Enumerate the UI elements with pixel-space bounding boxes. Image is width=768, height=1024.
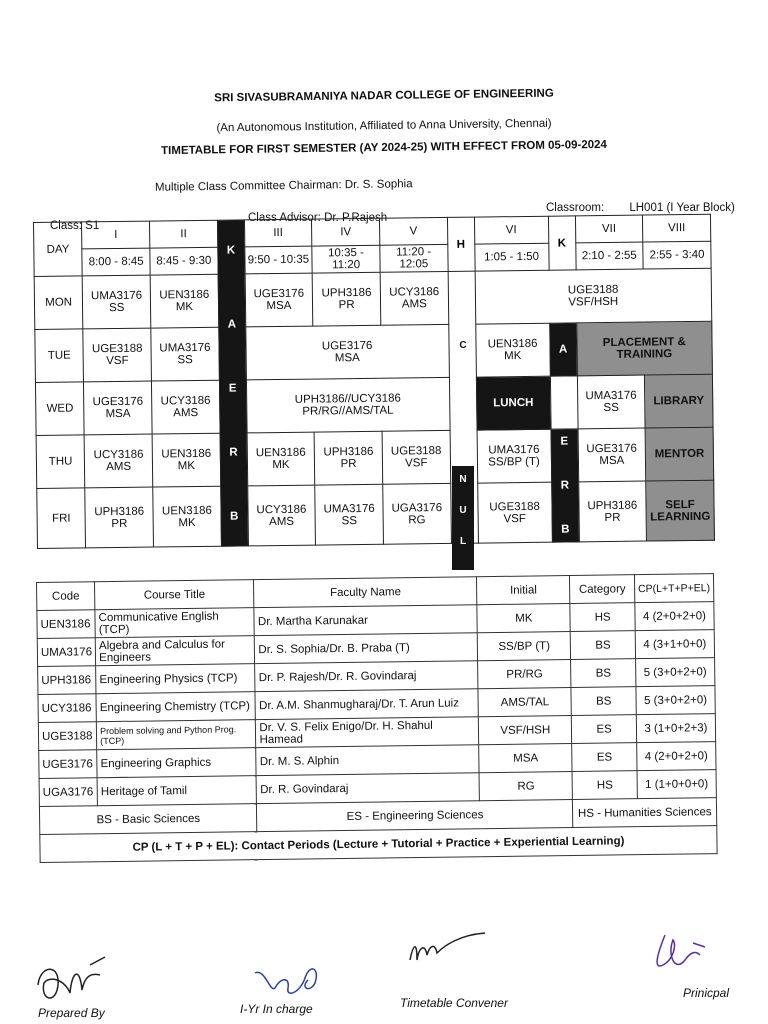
mentor: MENTOR <box>645 427 713 481</box>
committee-chairman: Multiple Class Committee Chairman: Dr. S. Sophia <box>154 178 413 194</box>
lunch-column-h: H <box>447 217 475 271</box>
col-header: Category <box>570 575 635 604</box>
class-advisor-value: Dr. P.Rajesh <box>324 212 388 224</box>
incharge-label: I-Yr In charge <box>240 1002 313 1016</box>
slot-cell: UMA3176 SS/BP (T) <box>477 429 552 483</box>
table-row: UGE3188 Problem solving and Python Prog. (TCP) Dr. V. S. Felix Enigo/Dr. H. Shahul Hamead VSF/HSH ES 3 (1+0+2+3) <box>38 714 715 751</box>
class-label: Class: <box>50 220 82 232</box>
slot-cell: UGE3188 VSF <box>477 482 552 543</box>
prepared-signature <box>30 945 120 1015</box>
slot-cell: UPH3186//UCY3186 PR/RG//AMS/TAL <box>246 377 450 432</box>
break2-cell <box>550 376 578 429</box>
day-mon: MON <box>34 276 83 330</box>
legend-bs: BS - Basic Sciences <box>39 804 257 835</box>
slot-cell: UCY3186 AMS <box>151 380 219 434</box>
col-header: Code <box>37 582 96 611</box>
col-header: Faculty Name <box>254 577 477 608</box>
college-subtitle: (An Autonomous Institution, Affiliated to Anna University, Chennai) <box>216 117 552 135</box>
period-time: 2:55 - 3:40 <box>643 241 711 269</box>
period-header: VII <box>575 215 643 243</box>
slot-cell: UMA3176 SS <box>151 327 219 381</box>
period-time: 1:05 - 1:50 <box>474 243 548 271</box>
break-column: K A E R B <box>217 220 248 546</box>
course-table <box>36 573 718 863</box>
classroom-field <box>546 202 735 214</box>
college-name: SRI SIVASUBRAMANIYA NADAR COLLEGE OF ENGINEERING <box>214 87 554 105</box>
slot-cell: UPH3186 PR <box>312 272 380 326</box>
convener-label: Timetable Convener <box>400 996 508 1010</box>
slot-cell: UGE3176 MSA <box>245 273 313 327</box>
classroom-label: Classroom: <box>546 202 605 214</box>
day-tue: TUE <box>35 329 84 383</box>
legend-hs: HS - Humanities Sciences <box>573 798 717 828</box>
class-value: S1 <box>85 220 100 232</box>
period-time: 8:00 - 8:45 <box>82 248 150 276</box>
slot-cell: UCY3186 AMS <box>247 485 315 546</box>
period-header: VI <box>474 216 548 244</box>
lunch-c-letter: C <box>459 340 467 351</box>
slot-cell: UGA3176 RG <box>383 483 451 544</box>
period-time: 2:10 - 2:55 <box>575 242 643 270</box>
slot-cell: UEN3186 MK <box>152 433 220 487</box>
break2-column-k: K <box>548 216 576 270</box>
day-thu: THU <box>36 435 85 489</box>
legend-es: ES - Engineering Sciences <box>257 799 573 831</box>
placement-training: PLACEMENT & TRAINING <box>576 321 712 376</box>
slot-cell: UMA3176 SS <box>577 375 645 429</box>
principal-signature <box>645 925 715 985</box>
period-time: 8:45 - 9:30 <box>150 247 218 275</box>
slot-cell: UCY3186 AMS <box>380 271 448 325</box>
principal-label: Prinicpal <box>683 986 730 1000</box>
day-wed: WED <box>35 382 84 436</box>
lunch-label: LUNCH <box>476 376 551 430</box>
slot-cell: UPH3186 PR <box>578 481 646 542</box>
class-advisor-label: Class Advisor: <box>248 212 321 224</box>
table-row: UMA3176 Algebra and Calculus for Engineers Dr. S. Sophia/Dr. B. Praba (T) SS/BP (T) BS 4 (3+1+0+0) <box>37 630 714 667</box>
period-time: 11:20 - 12:05 <box>380 244 448 272</box>
slot-cell: UEN3186 MK <box>247 432 315 486</box>
incharge-signature <box>250 948 330 1008</box>
break2-column: E R B <box>551 429 579 542</box>
period-header: II <box>150 220 218 248</box>
slot-cell: UMA3176 SS <box>315 484 383 545</box>
slot-cell: UGE3176 MSA <box>578 428 646 482</box>
slot-cell: UGE3188 VSF/HSH <box>475 268 712 324</box>
table-row: UGE3176 Engineering Graphics Dr. M. S. Alphin MSA ES 4 (2+0+2+0) <box>39 742 716 779</box>
period-time: 9:50 - 10:35 <box>244 246 312 274</box>
slot-cell: UPH3186 PR <box>314 431 382 485</box>
slot-cell: UGE3188 VSF <box>382 430 450 484</box>
slot-cell: UMA3176 SS <box>83 275 151 329</box>
day-header: DAY <box>34 222 83 277</box>
slot-cell: UGE3176 MSA <box>245 324 449 379</box>
period-header: V <box>379 217 447 245</box>
classroom-value: LH001 (I Year Block) <box>629 202 735 214</box>
weekly-timetable <box>33 214 715 549</box>
col-header: CP(L+T+P+EL) <box>634 574 714 603</box>
col-header: Course Title <box>95 580 255 610</box>
table-row: UCY3186 Engineering Chemistry (TCP) Dr. A.M. Shanmugharaj/Dr. T. Arun Luiz AMS/TAL BS 5 (3+0+2+0) <box>38 686 715 723</box>
period-header: III <box>244 219 312 247</box>
self-learning: SELF LEARNING <box>646 480 715 541</box>
table-row: UGA3176 Heritage of Tamil Dr. R. Govindaraj RG HS 1 (1+0+0+0) <box>39 770 716 807</box>
period-header: VIII <box>643 214 711 242</box>
prepared-by-label: Prepared By <box>38 1006 105 1020</box>
period-header: IV <box>312 218 380 246</box>
period-header: I <box>82 221 150 249</box>
slot-cell: UPH3186 PR <box>85 487 153 548</box>
convener-signature <box>405 925 495 975</box>
break2-cell: A <box>549 323 577 376</box>
table-row: UEN3186 Communicative English (TCP) Dr. Martha Karunakar MK HS 4 (2+0+2+0) <box>37 602 714 639</box>
day-fri: FRI <box>37 488 86 549</box>
period-time: 10:35 - 11:20 <box>312 245 380 273</box>
slot-cell: UCY3186 AMS <box>84 434 152 488</box>
slot-cell: UGE3188 VSF <box>83 328 151 382</box>
slot-cell: UGE3176 MSA <box>84 381 152 435</box>
col-header: Initial <box>477 576 571 605</box>
library: LIBRARY <box>645 374 713 428</box>
timetable-title: TIMETABLE FOR FIRST SEMESTER (AY 2024-25) WITH EFFECT FROM 05-09-2024 <box>161 138 607 158</box>
table-row: UPH3186 Engineering Physics (TCP) Dr. P. Rajesh/Dr. R. Govindaraj PR/RG BS 5 (3+0+2+0) <box>38 658 715 695</box>
slot-cell: UEN3186 MK <box>475 323 550 377</box>
cp-note: CP (L + T + P + EL): Contact Periods (Lecture + Tutorial + Practice + Experiential Learning) <box>40 826 717 863</box>
lunch-lun-block: N U L <box>452 466 474 570</box>
slot-cell: UEN3186 MK <box>153 486 221 547</box>
slot-cell: UEN3186 MK <box>150 274 218 328</box>
